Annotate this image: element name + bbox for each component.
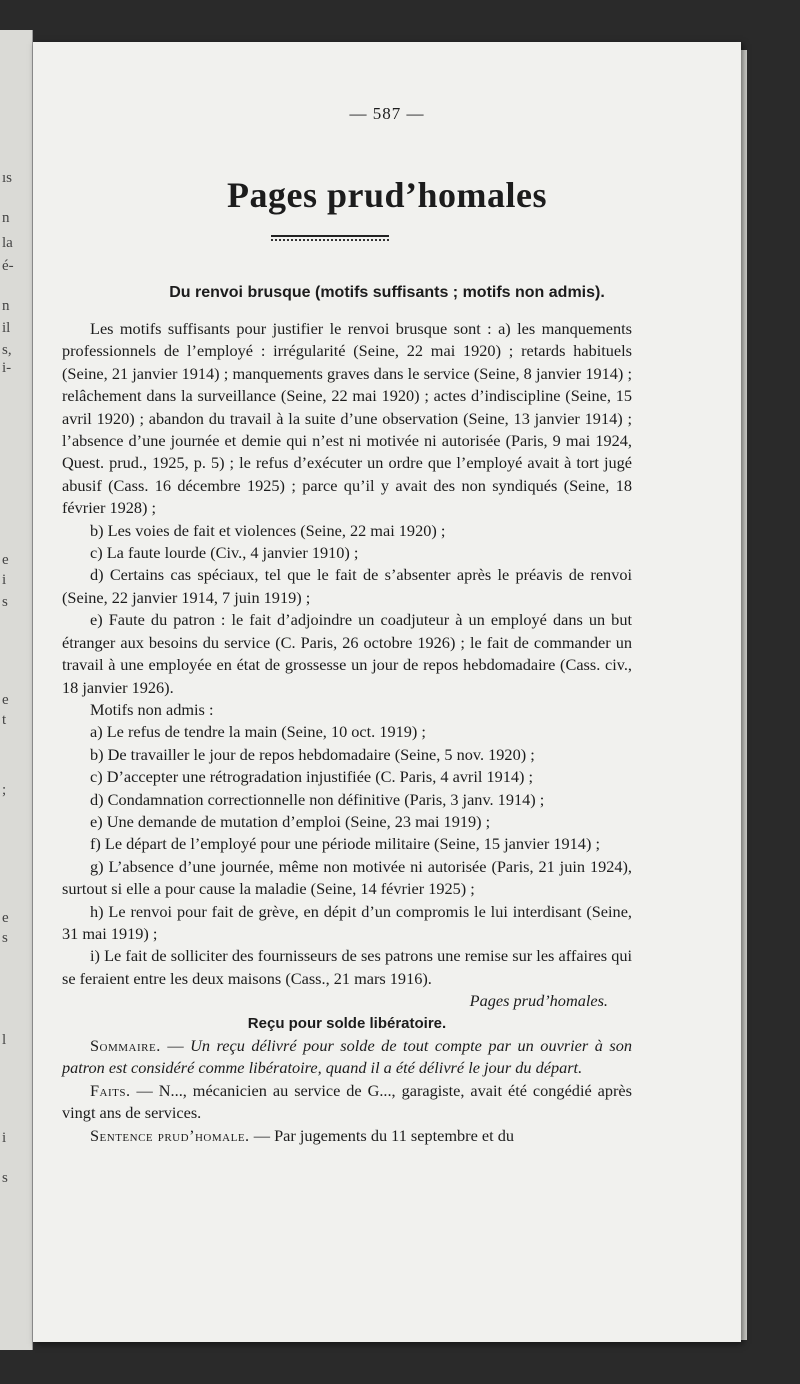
faits-label: Faits. (90, 1080, 131, 1100)
list-item: f) Le départ de l’employé pour une période militaire (Seine, 15 janvier 1914) ; (90, 834, 600, 854)
margin-fragment: e (2, 552, 9, 568)
margin-fragment: n (2, 210, 10, 226)
margin-fragment: i (2, 572, 7, 588)
sentence-label: Sentence prud’homale. (90, 1125, 250, 1145)
margin-fragment: n (2, 298, 10, 314)
margin-fragment: e (2, 910, 9, 926)
section-heading-recu: Reçu pour solde libératoire. (247, 1014, 447, 1032)
margin-fragment: e (2, 692, 9, 708)
list-item: d) Condamnation correctionnelle non définitive (Paris, 3 janv. 1914) ; (90, 789, 545, 809)
list-item: b) Les voies de fait et violences (Seine, 22 mai 1920) ; (90, 520, 446, 540)
faits-text: N..., mécanicien au service de G..., garagiste, avait été congédié après vingt ans de services. (62, 1080, 632, 1123)
adjacent-page-edge (0, 30, 33, 1350)
list-item: e) Faute du patron : le fait d’adjoindre un coadjuteur à un employé dans un but étranger aux besoins du service (C. Paris, 26 octobre 1926) ; le fait de commander un travail à une employée en état de grossesse un jour de repos hebdomadaire (Cass. civ., 18 janvier 1926). (62, 610, 632, 697)
list-item: i) Le fait de solliciter des fournisseurs de ses patrons une remise sur les affaires qui se feraient entre les deux maisons (Cass., 21 mars 1916). (62, 946, 632, 988)
title-dotted-rule (271, 239, 389, 241)
margin-fragment: i (2, 1130, 7, 1146)
motifs-list (62, 520, 632, 699)
margin-fragment: il (2, 320, 11, 336)
sommaire-label: Sommaire. (90, 1036, 161, 1055)
margin-fragment: s (2, 1170, 8, 1186)
list-item: h) Le renvoi pour fait de grève, en dépit d’un compromis le lui interdisant (Seine, 31 mai 1919) ; (62, 901, 632, 943)
list-item: c) D’accepter une rétrogradation injustifiée (C. Paris, 4 avril 1914) ; (90, 767, 534, 787)
sommaire-text: Un reçu délivré pour solde de tout compte par un ouvrier à son patron est considéré comme libératoire, quand il a été délivré le jour du départ. (62, 1036, 632, 1078)
margin-fragment: la (2, 235, 13, 251)
section-heading-renvoi: Du renvoi brusque (motifs suffisants ; motifs non admis). (169, 284, 605, 301)
margin-fragment: s, (2, 342, 12, 358)
page-right-edge (741, 50, 747, 1340)
list-item: c) La faute lourde (Civ., 4 janvier 1910) ; (90, 543, 359, 563)
document-page (33, 42, 741, 1342)
sentence-paragraph: Sentence prud’homale. — Par jugements du 11 septembre et du (90, 1125, 515, 1145)
list-item: a) Le refus de tendre la main (Seine, 10 oct. 1919) ; (90, 722, 426, 742)
list-item: d) Certains cas spéciaux, tel que le fait de s’absenter après le préavis de renvoi (Seine, 22 janvier 1914, 7 juin 1919) ; (62, 565, 632, 607)
non-admis-heading: Motifs non admis : (90, 699, 214, 719)
margin-fragment: é- (2, 258, 14, 274)
margin-fragment: s (2, 930, 8, 946)
sentence-text: Par jugements du 11 septembre et du (274, 1125, 515, 1145)
page-number: — 587 — (349, 104, 425, 123)
body-text (62, 318, 632, 1147)
faits-paragraph: Faits. — N..., mécanicien au service de G..., garagiste, avait été congédié après vingt ans de services. (62, 1080, 632, 1123)
page-title: Pages prud’homales (226, 175, 547, 215)
list-item: g) L’absence d’une journée, même non motivée ni autorisée (Paris, 21 juin 1924), surtout si elle a pour cause la maladie (Seine, 14 février 1925) ; (62, 856, 632, 899)
list-item: e) Une demande de mutation d’emploi (Seine, 23 mai 1919) ; (90, 811, 491, 831)
margin-fragment: l (2, 1032, 7, 1048)
margin-fragment: i- (2, 360, 12, 376)
margin-fragment: ; (2, 782, 7, 798)
title-underline (271, 235, 389, 237)
margin-fragment: t (2, 712, 7, 728)
sommaire-paragraph: Sommaire. — Un reçu délivré pour solde de tout compte par un ouvrier à son patron est considéré comme libératoire, quand il a été délivré le jour du départ. (62, 1036, 632, 1078)
signature: Pages prud’homales. (469, 991, 608, 1011)
margin-fragment: s (2, 594, 8, 610)
non-admis-list (62, 721, 632, 990)
margin-fragment: ıs (2, 170, 13, 186)
intro-paragraph: Les motifs suffisants pour justifier le renvoi brusque sont : a) les manquements professionnels de l’employé : irrégularité (Seine, 22 mai 1920) ; retards habituels (Seine, 21 janvier 1914) ; manquements graves dans le service (Seine, 8 janvier 1914) ; relâchement dans la surveillance (Seine, 22 mai 1920) ; actes d’indiscipline (Seine, 15 avril 1920) ; abandon du travail à la suite d’une observation (Seine, 13 janvier 1914) ; l’absence d’une journée et demie qui n’est ni motivée ni autorisée (Paris, 9 mai 1924, Quest. prud., 1925, p. 5) ; le refus d’exécuter un ordre que l’employé avait à tort jugé abusif (Cass. 16 décembre 1925) ; parce qu’il y avait des non syndiqués (Seine, 18 février 1928) ; (62, 319, 632, 518)
list-item: b) De travailler le jour de repos hebdomadaire (Seine, 5 nov. 1920) ; (90, 744, 535, 764)
